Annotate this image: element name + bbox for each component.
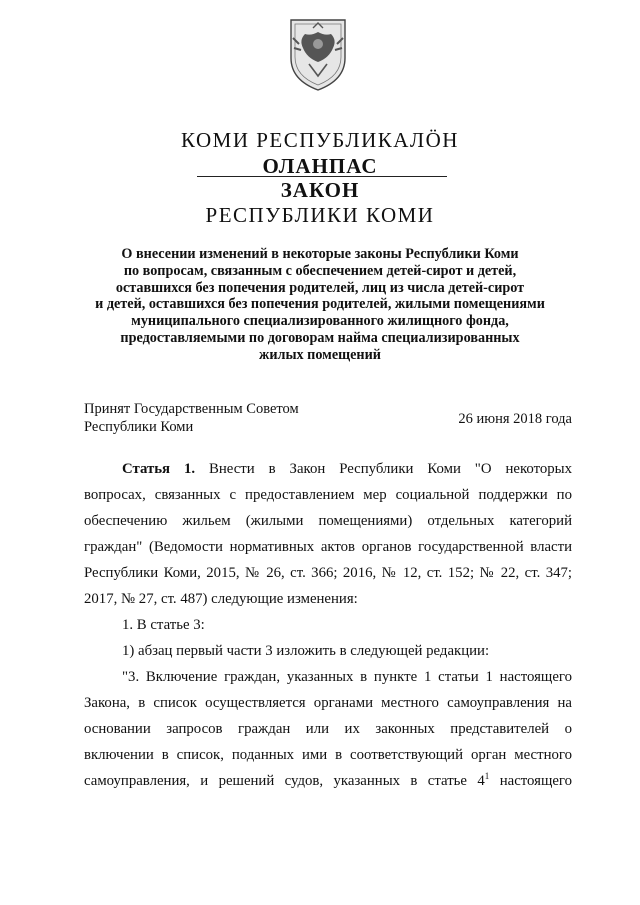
republic-heading: РЕСПУБЛИКИ КОМИ [205, 203, 435, 227]
article-line: 2017, № 27, ст. 487) следующие изменения: [84, 591, 358, 607]
quote-line: самоуправления, и решений судов, указанных в статье $4^1$ настоящего [84, 771, 573, 789]
title-line: О внесении изменений в некоторые законы Республики Коми [121, 246, 519, 262]
adopted-by [84, 400, 299, 436]
subitem-line: 1) абзац первый части 3 изложить в следующей редакции: [122, 643, 490, 659]
law-heading: ЗАКОН [280, 178, 360, 202]
adoption-date: 26 июня 2018 года [458, 411, 572, 427]
title-line: и детей, оставшихся без попечения родителей, жилыми помещениями [95, 296, 545, 313]
title-line: по вопросам, связанным с обеспечением детей-сирот и детей, [123, 262, 517, 279]
adopted-line: Принят Государственным Советом [84, 401, 299, 417]
title-line: предоставляемыми по договорам найма специализированных [120, 329, 520, 346]
article-line: обеспечению жильем (жилыми помещениями) отдельных категорий [84, 513, 572, 529]
title-line: муниципального специализированного жилищного фонда, [131, 313, 509, 330]
title-line: жилых помещений [259, 346, 381, 363]
article-line: вопросах, связанных с предоставлением мер социальной поддержки по [84, 487, 572, 503]
adopted-line: Республики Коми [84, 419, 194, 435]
heading-divider [197, 176, 447, 177]
article-line: граждан" (Ведомости нормативных актов органов государственной власти [84, 539, 572, 555]
article-line: Республики Коми, 2015, № 26, ст. 366; 2016, № 12, ст. 152; № 22, ст. 347; [84, 565, 572, 581]
law-title [60, 246, 580, 364]
article-body [84, 456, 572, 794]
coat-of-arms-emblem [285, 14, 351, 92]
quote-line: Закона, в список осуществляется органами местного самоуправления на [84, 695, 572, 711]
komi-language-heading: КОМИ РЕСПУБЛИКАЛӦН [181, 128, 459, 152]
olanpas-heading: ОЛАНПАС [262, 154, 378, 178]
superscript-marker: 1 [484, 771, 490, 782]
article-label: Статья 1. [122, 461, 196, 477]
title-line: оставшихся без попечения родителей, лиц из числа детей-сирот [115, 279, 525, 296]
quote-line: "3. Включение граждан, указанных в пункте 1 статьи 1 настоящего [122, 669, 572, 685]
quote-line: включении в список, поданных ими в соответствующий орган местного [84, 747, 572, 763]
quote-line: основании запросов граждан или их законных представителей о [84, 721, 572, 737]
item-line: 1. В статье 3: [122, 617, 205, 633]
article-line: Статья 1. Внести в Закон Республики Коми "О некоторых [122, 461, 572, 477]
